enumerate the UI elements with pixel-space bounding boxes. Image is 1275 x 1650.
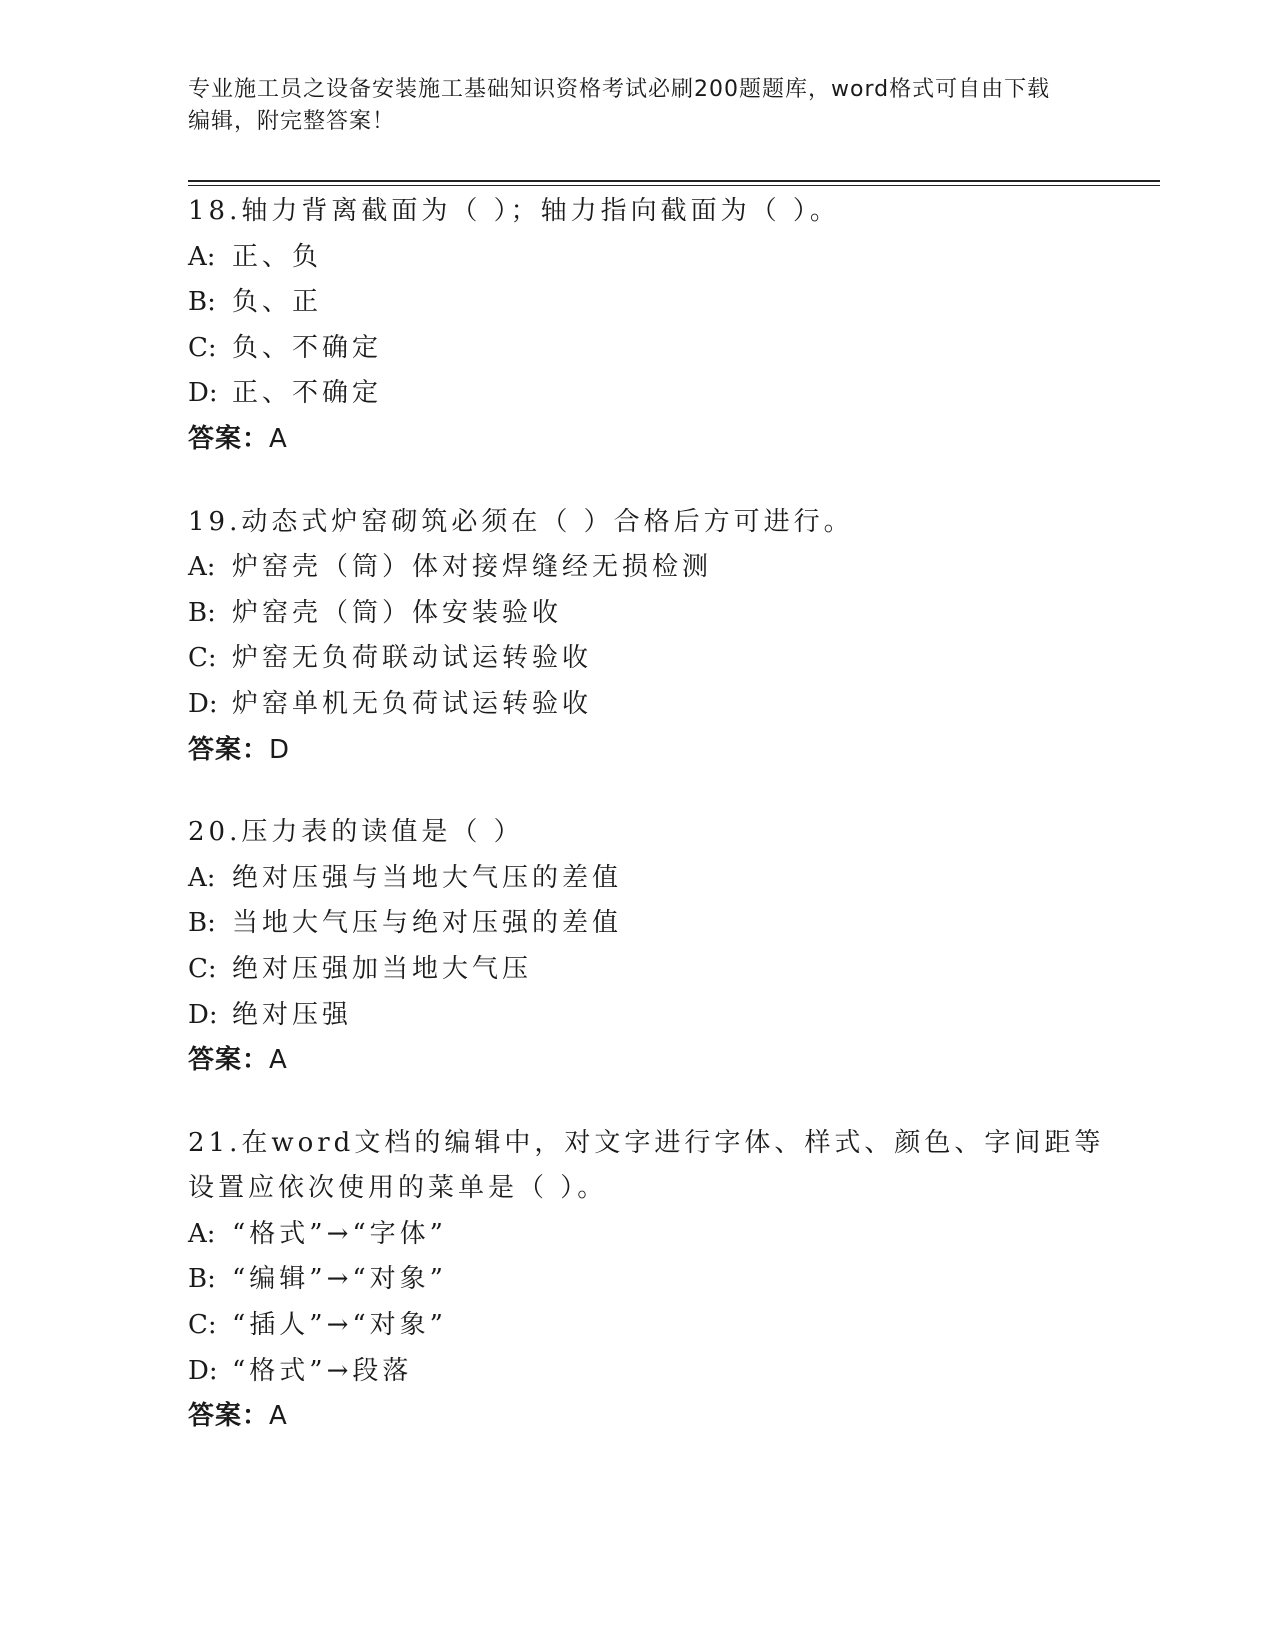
option-a [188,856,1088,902]
option-letter: C: [188,643,217,674]
answer-line [188,728,1088,774]
answer-value: A [269,1045,288,1076]
option-c [188,636,1088,682]
answer-value: A [269,423,288,454]
option-letter: C: [188,1310,217,1341]
question-stem-continued: 设置应依次使用的菜单是（ ）。 [188,1173,608,1204]
option-text: 炉窑单机无负荷试运转验收 [232,688,593,719]
option-letter: B: [188,908,216,939]
option-text: “格式”→段落 [232,1355,413,1386]
answer-label: 答案： [188,1045,270,1076]
answer-line [188,1394,1088,1440]
option-c [188,1303,1088,1349]
option-letter: C: [188,953,217,984]
question-18 [188,189,1088,463]
option-letter: B: [188,287,216,318]
answer-value: D [269,734,291,765]
answer-value: A [269,1401,288,1432]
answer-label: 答案： [188,1401,270,1432]
option-text: 绝对压强与当地大气压的差值 [232,862,623,893]
question-stem: 19.动态式炉窑砌筑必须在（ ）合格后方可进行。 [188,506,854,537]
option-text: 绝对压强加当地大气压 [232,953,533,984]
option-b [188,591,1088,637]
header-divider-thick [188,180,1160,182]
question-19 [188,500,1088,774]
option-letter: A: [188,862,216,893]
question-20 [188,810,1088,1084]
option-d [188,371,1088,417]
question-stem: 21.在word文档的编辑中，对文字进行字体、样式、颜色、字间距等 [188,1127,1105,1158]
answer-line [188,417,1088,463]
option-b [188,1257,1088,1303]
option-letter: D: [188,1355,218,1386]
option-text: “编辑”→“对象” [232,1264,447,1295]
option-b [188,901,1088,947]
option-letter: A: [188,1218,216,1249]
question-stem: 20.压力表的读值是（ ） [188,817,524,848]
option-letter: B: [188,597,216,628]
option-letter: D: [188,378,218,409]
answer-label: 答案： [188,734,270,765]
answer-label: 答案： [188,423,270,454]
option-text: 绝对压强 [232,999,353,1030]
option-a [188,545,1088,591]
option-letter: A: [188,552,216,583]
option-b [188,280,1088,326]
question-21 [188,1121,1105,1440]
option-d [188,1349,1088,1395]
option-letter: D: [188,688,218,719]
answer-line [188,1038,1088,1084]
question-stem: 18.轴力背离截面为（ ）；轴力指向截面为（ ）。 [188,196,840,226]
header-divider-thin [188,185,1160,186]
option-text: 正、负 [232,241,323,272]
option-d [188,682,1088,728]
option-text: “格式”→“字体” [232,1218,447,1249]
option-text: 负、不确定 [232,332,383,363]
option-d [188,993,1088,1039]
document-header [188,74,1068,138]
option-letter: B: [188,1264,216,1295]
option-letter: C: [188,332,217,363]
option-letter: D: [188,999,218,1030]
option-a [188,235,1088,281]
question-list [188,189,1105,1477]
option-c [188,326,1088,372]
option-text: 炉窑壳（筒）体安装验收 [232,597,563,628]
option-text: 正、不确定 [232,378,383,409]
document-title: 专业施工员之设备安装施工基础知识资格考试必刷200题题库，word格式可自由下载编辑，附完整答案！ [188,77,1051,134]
option-a [188,1212,1088,1258]
option-text: 负、正 [232,287,323,318]
option-text: 当地大气压与绝对压强的差值 [232,908,623,939]
option-c [188,947,1088,993]
option-text: 炉窑壳（筒）体对接焊缝经无损检测 [232,552,713,583]
option-text: “插人”→“对象” [232,1310,447,1341]
option-text: 炉窑无负荷联动试运转验收 [232,643,593,674]
option-letter: A: [188,241,216,272]
